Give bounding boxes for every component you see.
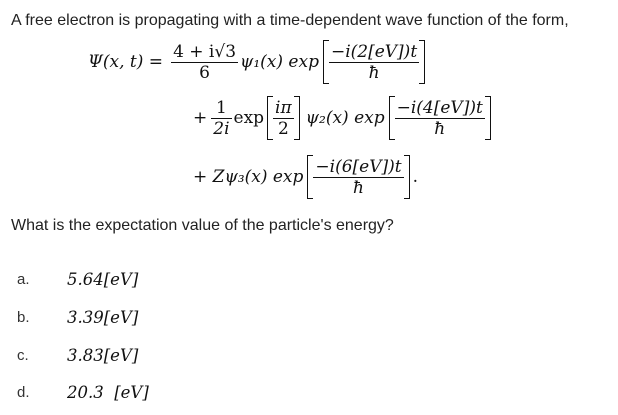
question-intro: A free electron is propagating with a time-dependent wave function of the form, — [11, 12, 569, 29]
exp2-numerator: −i(4[eV])t — [396, 97, 483, 118]
right-bracket — [485, 96, 491, 140]
option-letter: b. — [17, 308, 30, 326]
right-bracket — [404, 155, 410, 199]
exp2-fraction — [395, 98, 485, 139]
option-d[interactable] — [17, 378, 317, 406]
exp3-numerator: −i(6[eV])t — [315, 156, 402, 177]
option-value: 5.64[eV] — [67, 269, 139, 289]
option-b[interactable] — [17, 303, 317, 331]
psi3-term: + Zψ₃(x) exp — [193, 167, 304, 187]
phase-numerator: iπ — [275, 97, 292, 118]
option-a[interactable] — [17, 265, 317, 293]
exp-word: exp — [233, 108, 265, 128]
phase-fraction — [273, 98, 294, 139]
period: . — [412, 167, 419, 187]
exp1-fraction — [329, 42, 419, 83]
coef1-denominator: 6 — [199, 62, 210, 83]
coef1-numerator: 4 + i√3 — [173, 41, 237, 62]
option-letter: a. — [17, 270, 30, 288]
coef2-denominator: 2i — [213, 118, 230, 139]
psi1-term: ψ₁(x) exp — [240, 52, 319, 72]
psi2-term: ψ₂(x) exp — [305, 108, 385, 128]
equation-line-3 — [193, 155, 418, 199]
option-value: 20.3 [eV] — [67, 382, 149, 402]
option-value: 3.83[eV] — [67, 345, 139, 365]
coef1-fraction — [171, 42, 238, 83]
exp1-numerator: −i(2[eV])t — [330, 41, 418, 62]
exp3-fraction — [313, 157, 403, 198]
exp3-denominator: ħ — [353, 177, 364, 198]
exp1-denominator: ħ — [368, 62, 380, 83]
exp2-denominator: ħ — [434, 118, 446, 139]
option-value: 3.39[eV] — [67, 307, 139, 327]
option-letter: c. — [17, 346, 29, 364]
equation-line-2 — [193, 96, 491, 140]
plus-sign: + — [193, 108, 208, 128]
option-letter: d. — [17, 383, 30, 401]
right-bracket — [294, 96, 300, 140]
coef2-numerator: 1 — [211, 98, 231, 119]
coef2-fraction — [211, 98, 231, 139]
equation-line-1 — [88, 40, 425, 84]
right-bracket — [419, 40, 425, 84]
question-prompt: What is the expectation value of the particle's energy? — [11, 217, 394, 234]
option-c[interactable] — [17, 341, 317, 369]
equation-lhs: Ψ(x, t) = — [88, 52, 164, 72]
phase-denominator: 2 — [277, 118, 289, 139]
